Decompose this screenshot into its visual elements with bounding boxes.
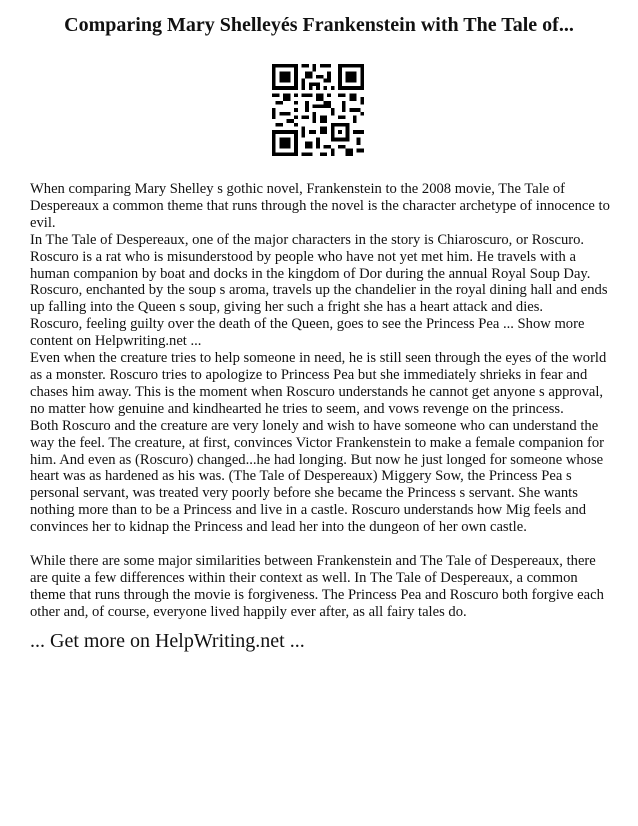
paragraph-guilt: Roscuro, feeling guilty over the death of the Queen, goes to see the Princess Pea ... Show more content on Helpwriting.net ... bbox=[30, 316, 585, 350]
paragraph-intro: When comparing Mary Shelley s gothic novel, Frankenstein to the 2008 movie, The Tale of Despereaux a common theme that runs through the novel is the character archetype of innocence to evil. bbox=[30, 181, 610, 231]
paragraph-conclusion: While there are some major similarities between Frankenstein and The Tale of Despereaux, there are quite a few differences within their context as well. In The Tale of Despereaux, a common theme that runs through the movie is forgiveness. The Princess Pea and Roscuro both forgive each other and, of course, everyone lived happily ever after, as all fairy tales do. bbox=[30, 552, 604, 620]
document-body bbox=[30, 181, 612, 621]
qr-code-icon bbox=[272, 64, 364, 156]
paragraph-lonely: Both Roscuro and the creature are very lonely and wish to have someone who can understand the way the feel. The creature, at first, convinces Victor Frankenstein to make a female companion for him. And even as (Roscuro) changed...he had longing. But now he just longed for someone whose heart was as hardened as his was. (The Tale of Despereaux) Miggery Sow, the Princess Pea s personal servant, was treated very poorly before she became the Princess s servant. She wants nothing more than to be a Princess and live in a castle. Roscuro understands how Mig feels and convinces her to kidnap the Princess and lead her into the dungeon of her own castle. bbox=[30, 417, 605, 536]
get-more-link[interactable]: ... Get more on HelpWriting.net ... bbox=[30, 630, 305, 652]
paragraph-roscuro: In The Tale of Despereaux, one of the major characters in the story is Chiaroscuro, or Roscuro. Roscuro is a rat who is misunderstood by people who have not yet met him. He travels with a human companion by boat and docks in the kingdom of Dor during the annual Royal Soup Day. Roscuro, enchanted by the soup s aroma, travels up the chandelier in the royal dining hall and ends up falling into the Queen s soup, giving her such a fright she has a heart attack and dies. bbox=[30, 231, 608, 316]
document-title: Comparing Mary Shelleyés Frankenstein with The Tale of... bbox=[64, 14, 574, 36]
paragraph-monster: Even when the creature tries to help someone in need, he is still seen through the eyes of the world as a monster. Roscuro tries to apologize to Princess Pea but she immediately shrieks in fear and chases him away. This is the moment when Roscuro understands he cannot get anyone s approval, no matter how genuine and kindhearted he tries to seem, and vows revenge on the princess. bbox=[30, 350, 607, 417]
